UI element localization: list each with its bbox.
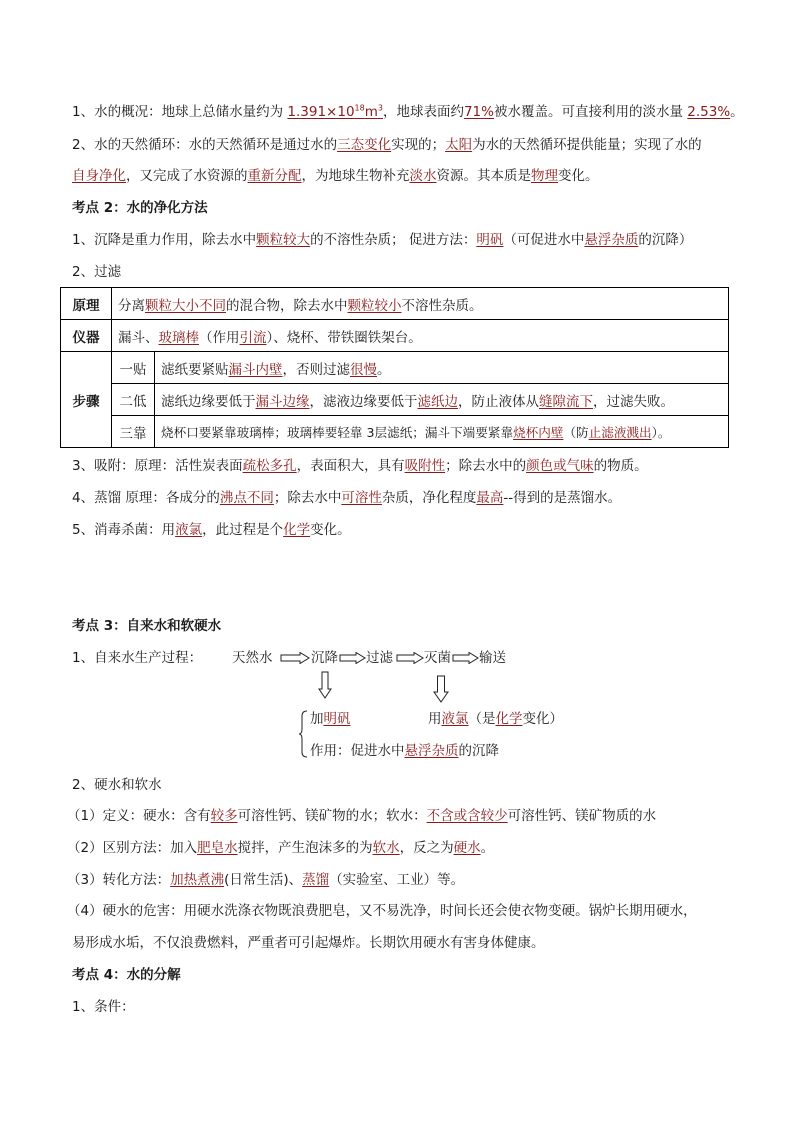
step3-label: 三靠 [112, 416, 155, 448]
right-arrow-icon [280, 652, 310, 664]
step1-label: 一贴 [112, 352, 155, 384]
water-cycle-line-1: 2、水的天然循环：水的天然循环是通过水的三态变化实现的；太阳为水的天然循环提供能量；实现了水的 [72, 137, 702, 153]
kp2-title: 考点 2：水的净化方法 [72, 200, 208, 216]
flow-step: 灭菌 [424, 650, 451, 666]
flow-step: 天然水 [232, 650, 273, 666]
right-arrow-icon [339, 652, 366, 664]
apparatus-label: 仪器 [61, 320, 112, 352]
principle-label: 原理 [61, 288, 112, 320]
sedimentation-line: 1、沉降是重力作用，除去水中颗粒较大的不溶性杂质； 促进方法：明矾（可促进水中悬浮杂质的沉降） [72, 232, 693, 248]
harm-line-1: （4）硬水的危害：用硬水洗涤衣物既浪费肥皂，又不易洗净，时间长还会使衣物变硬。锅炉长期用硬水， [67, 903, 697, 919]
harm-line-2: 易形成水垢，不仅浪费燃料，严重者可引起爆炸。长期饮用硬水有害身体健康。 [72, 935, 545, 951]
kp4-title: 考点 4：水的分解 [72, 967, 181, 983]
covered-percent: 71% [463, 104, 494, 120]
flow-step: 过滤 [366, 650, 393, 666]
step2-label: 二低 [112, 384, 155, 416]
right-arrow-icon [452, 652, 479, 664]
apparatus-cell: 漏斗、玻璃棒（作用引流）、烧杯、带铁圈铁架台。 [112, 320, 729, 352]
conversion-line: （3）转化方法：加热煮沸(日常生活)、蒸馏（实验室、工业）等。 [67, 872, 465, 888]
add-alum-line: 加明矾 [310, 711, 351, 727]
flow-step: 沉降 [311, 650, 338, 666]
steps-label: 步骤 [61, 352, 112, 448]
condition-line: 1、条件： [72, 999, 135, 1015]
flow-step: 输送 [479, 650, 506, 666]
down-arrow-icon [318, 671, 332, 699]
right-arrow-icon [396, 652, 424, 664]
use-chlorine-line: 用液氯（是化学变化） [428, 711, 563, 727]
step3-cell: 烧杯口要紧靠玻璃棒；玻璃棒要轻靠 3层滤纸；漏斗下端要紧靠烧杯内壁（防止滤液溅出）。 [155, 416, 729, 448]
kp3-title: 考点 3：自来水和软硬水 [72, 618, 222, 634]
distinguish-line: （2）区别方法：加入肥皂水搅拌，产生泡沫多的为软水，反之为硬水。 [67, 840, 495, 856]
table-row [61, 320, 729, 352]
adsorption-line: 3、吸附：原理：活性炭表面疏松多孔，表面积大，具有吸附性；除去水中的颜色或气味的物质。 [72, 458, 648, 474]
disinfection-line: 5、消毒杀菌：用液氯，此过程是个化学变化。 [72, 522, 351, 538]
table-row [61, 288, 729, 320]
distillation-line: 4、蒸馏 原理：各成分的沸点不同；除去水中可溶性杂质，净化程度最高--得到的是蒸馏水。 [72, 490, 622, 506]
water-overview-line: 1、水的概况：地球上总储水量约为 $1.391\times 10^{18}m^3$，地球表面约71%被水覆盖。可直接利用的淡水量 2.53%。 [72, 103, 744, 120]
definition-line: （1）定义：硬水：含有较多可溶性钙、镁矿物的水；软水：不含或含较少可溶性钙、镁矿物质的水 [67, 808, 657, 824]
table-row [61, 416, 729, 448]
water-cycle-line-2: 自身净化，又完成了水资源的重新分配，为地球生物补充淡水资源。其本质是物理变化。 [72, 168, 599, 184]
step2-cell: 滤纸边缘要低于漏斗边缘，滤液边缘要低于滤纸边，防止液体从缝隙流下，过滤失败。 [155, 384, 729, 416]
brace-icon [298, 710, 308, 758]
total-water-value: $1.391\times 10^{18}m^3$ [287, 103, 383, 120]
alum-effect-line: 作用：促进水中悬浮杂质的沉降 [310, 743, 499, 759]
fresh-percent: 2.53% [687, 104, 731, 120]
principle-cell: 分离颗粒大小不同的混合物，除去水中颗粒较小不溶性杂质。 [112, 288, 729, 320]
table-row [61, 384, 729, 416]
filter-title: 2、过滤 [72, 264, 122, 280]
step1-cell: 滤纸要紧贴漏斗内壁，否则过滤很慢。 [155, 352, 729, 384]
table-row [61, 352, 729, 384]
down-arrow-icon [433, 675, 449, 703]
hard-soft-title: 2、硬水和软水 [72, 777, 162, 793]
process-label: 1、自来水生产过程： [72, 650, 203, 666]
filter-table [60, 287, 729, 448]
